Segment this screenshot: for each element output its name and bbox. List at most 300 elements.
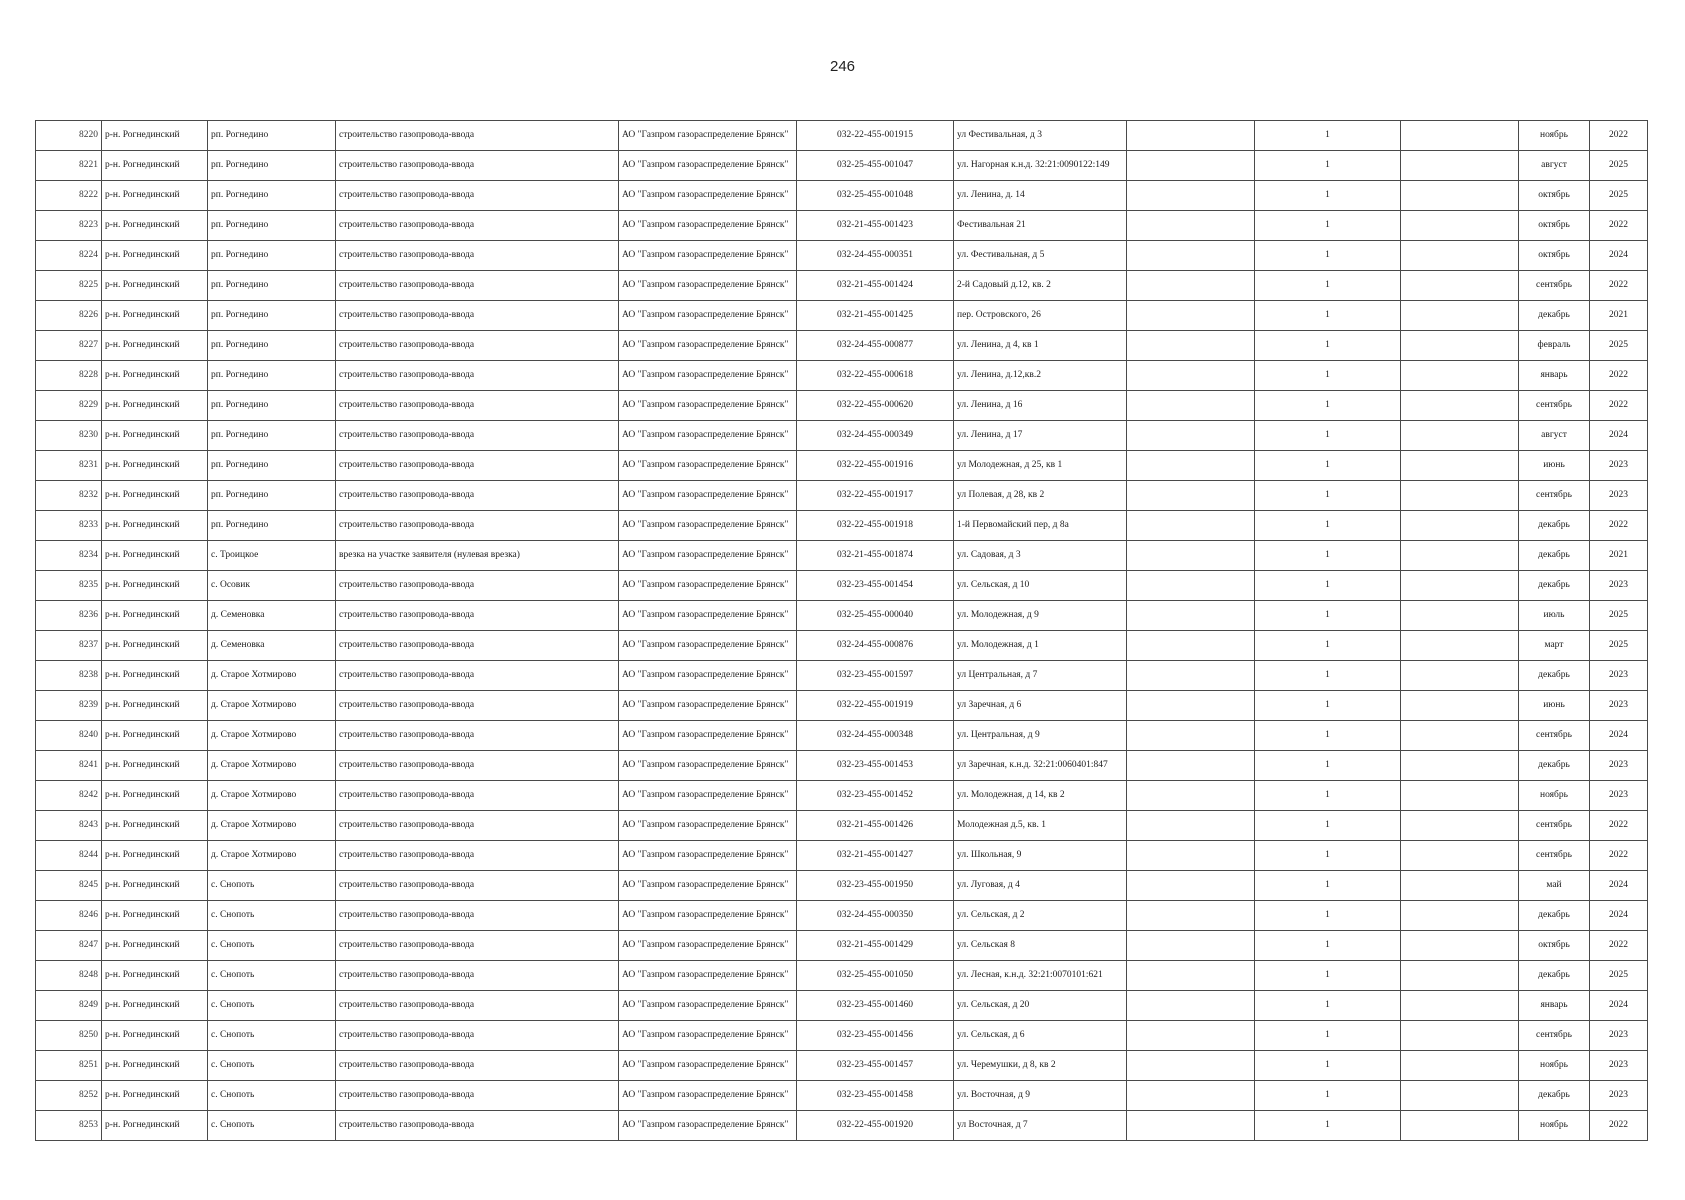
application-code-cell: 032-22-455-001916 <box>797 451 954 481</box>
locality-cell: рп. Рогнедино <box>208 331 336 361</box>
month-cell: ноябрь <box>1519 1111 1590 1141</box>
application-code-cell: 032-22-455-000620 <box>797 391 954 421</box>
application-code-cell: 032-25-455-001047 <box>797 151 954 181</box>
empty-cell <box>1401 451 1519 481</box>
work-type-cell: строительство газопровода-ввода <box>336 121 619 151</box>
table-row <box>36 331 1648 361</box>
locality-cell: с. Снопоть <box>208 1051 336 1081</box>
locality-cell: д. Семеновка <box>208 631 336 661</box>
locality-cell: д. Старое Хотмирово <box>208 691 336 721</box>
row-number-cell: 8234 <box>36 541 102 571</box>
address-cell: пер. Островского, 26 <box>954 301 1127 331</box>
count-cell: 1 <box>1255 631 1401 661</box>
organization-cell: АО "Газпром газораспределение Брянск" <box>619 121 797 151</box>
row-number-cell: 8223 <box>36 211 102 241</box>
address-cell: ул. Молодежная, д 9 <box>954 601 1127 631</box>
district-cell: р-н. Рогнединский <box>102 271 208 301</box>
locality-cell: рп. Рогнедино <box>208 301 336 331</box>
year-cell: 2024 <box>1590 901 1648 931</box>
organization-cell: АО "Газпром газораспределение Брянск" <box>619 781 797 811</box>
work-type-cell: строительство газопровода-ввода <box>336 211 619 241</box>
year-cell: 2025 <box>1590 631 1648 661</box>
district-cell: р-н. Рогнединский <box>102 331 208 361</box>
year-cell: 2024 <box>1590 721 1648 751</box>
organization-cell: АО "Газпром газораспределение Брянск" <box>619 991 797 1021</box>
year-cell: 2022 <box>1590 1111 1648 1141</box>
address-cell: ул. Фестивальная, д 5 <box>954 241 1127 271</box>
row-number-cell: 8235 <box>36 571 102 601</box>
empty-cell <box>1127 1051 1255 1081</box>
address-cell: Фестивальная 21 <box>954 211 1127 241</box>
district-cell: р-н. Рогнединский <box>102 241 208 271</box>
locality-cell: рп. Рогнедино <box>208 181 336 211</box>
empty-cell <box>1401 331 1519 361</box>
address-cell: ул. Молодежная, д 14, кв 2 <box>954 781 1127 811</box>
month-cell: август <box>1519 421 1590 451</box>
month-cell: ноябрь <box>1519 121 1590 151</box>
row-number-cell: 8221 <box>36 151 102 181</box>
month-cell: декабрь <box>1519 961 1590 991</box>
locality-cell: с. Снопоть <box>208 1081 336 1111</box>
address-cell: ул. Сельская, д 2 <box>954 901 1127 931</box>
application-code-cell: 032-21-455-001427 <box>797 841 954 871</box>
organization-cell: АО "Газпром газораспределение Брянск" <box>619 961 797 991</box>
count-cell: 1 <box>1255 601 1401 631</box>
organization-cell: АО "Газпром газораспределение Брянск" <box>619 181 797 211</box>
organization-cell: АО "Газпром газораспределение Брянск" <box>619 931 797 961</box>
work-type-cell: врезка на участке заявителя (нулевая врезка) <box>336 541 619 571</box>
application-code-cell: 032-23-455-001452 <box>797 781 954 811</box>
row-number-cell: 8228 <box>36 361 102 391</box>
address-cell: ул. Ленина, д.12,кв.2 <box>954 361 1127 391</box>
work-type-cell: строительство газопровода-ввода <box>336 1021 619 1051</box>
district-cell: р-н. Рогнединский <box>102 781 208 811</box>
month-cell: декабрь <box>1519 541 1590 571</box>
empty-cell <box>1401 931 1519 961</box>
organization-cell: АО "Газпром газораспределение Брянск" <box>619 541 797 571</box>
empty-cell <box>1127 631 1255 661</box>
district-cell: р-н. Рогнединский <box>102 211 208 241</box>
table-row <box>36 661 1648 691</box>
year-cell: 2025 <box>1590 331 1648 361</box>
row-number-cell: 8245 <box>36 871 102 901</box>
locality-cell: рп. Рогнедино <box>208 361 336 391</box>
table-row <box>36 121 1648 151</box>
empty-cell <box>1127 661 1255 691</box>
locality-cell: д. Старое Хотмирово <box>208 781 336 811</box>
row-number-cell: 8246 <box>36 901 102 931</box>
application-code-cell: 032-25-455-001050 <box>797 961 954 991</box>
count-cell: 1 <box>1255 811 1401 841</box>
table-row <box>36 301 1648 331</box>
empty-cell <box>1401 301 1519 331</box>
page-number: 246 <box>829 58 856 75</box>
empty-cell <box>1401 151 1519 181</box>
application-code-cell: 032-24-455-000876 <box>797 631 954 661</box>
empty-cell <box>1127 991 1255 1021</box>
district-cell: р-н. Рогнединский <box>102 901 208 931</box>
organization-cell: АО "Газпром газораспределение Брянск" <box>619 841 797 871</box>
empty-cell <box>1401 511 1519 541</box>
work-type-cell: строительство газопровода-ввода <box>336 271 619 301</box>
year-cell: 2022 <box>1590 361 1648 391</box>
district-cell: р-н. Рогнединский <box>102 931 208 961</box>
application-code-cell: 032-23-455-001460 <box>797 991 954 1021</box>
table-row <box>36 781 1648 811</box>
empty-cell <box>1401 541 1519 571</box>
empty-cell <box>1127 391 1255 421</box>
locality-cell: с. Снопоть <box>208 871 336 901</box>
address-cell: ул Молодежная, д 25, кв 1 <box>954 451 1127 481</box>
work-type-cell: строительство газопровода-ввода <box>336 691 619 721</box>
count-cell: 1 <box>1255 781 1401 811</box>
empty-cell <box>1401 181 1519 211</box>
row-number-cell: 8241 <box>36 751 102 781</box>
year-cell: 2021 <box>1590 541 1648 571</box>
locality-cell: с. Снопоть <box>208 1111 336 1141</box>
empty-cell <box>1127 271 1255 301</box>
month-cell: июнь <box>1519 451 1590 481</box>
organization-cell: АО "Газпром газораспределение Брянск" <box>619 361 797 391</box>
application-code-cell: 032-22-455-001915 <box>797 121 954 151</box>
address-cell: 2-й Садовый д.12, кв. 2 <box>954 271 1127 301</box>
month-cell: ноябрь <box>1519 781 1590 811</box>
count-cell: 1 <box>1255 721 1401 751</box>
district-cell: р-н. Рогнединский <box>102 1081 208 1111</box>
empty-cell <box>1401 271 1519 301</box>
district-cell: р-н. Рогнединский <box>102 1021 208 1051</box>
month-cell: сентябрь <box>1519 481 1590 511</box>
month-cell: ноябрь <box>1519 1051 1590 1081</box>
table-row <box>36 1021 1648 1051</box>
organization-cell: АО "Газпром газораспределение Брянск" <box>619 811 797 841</box>
row-number-cell: 8244 <box>36 841 102 871</box>
address-cell: ул Заречная, к.н.д. 32:21:0060401:847 <box>954 751 1127 781</box>
locality-cell: рп. Рогнедино <box>208 121 336 151</box>
row-number-cell: 8224 <box>36 241 102 271</box>
month-cell: сентябрь <box>1519 271 1590 301</box>
table-row <box>36 151 1648 181</box>
month-cell: сентябрь <box>1519 391 1590 421</box>
month-cell: март <box>1519 631 1590 661</box>
count-cell: 1 <box>1255 241 1401 271</box>
organization-cell: АО "Газпром газораспределение Брянск" <box>619 1111 797 1141</box>
empty-cell <box>1401 661 1519 691</box>
count-cell: 1 <box>1255 391 1401 421</box>
empty-cell <box>1127 571 1255 601</box>
month-cell: сентябрь <box>1519 721 1590 751</box>
count-cell: 1 <box>1255 931 1401 961</box>
work-type-cell: строительство газопровода-ввода <box>336 421 619 451</box>
empty-cell <box>1401 631 1519 661</box>
district-cell: р-н. Рогнединский <box>102 691 208 721</box>
work-type-cell: строительство газопровода-ввода <box>336 151 619 181</box>
application-code-cell: 032-21-455-001426 <box>797 811 954 841</box>
address-cell: ул. Ленина, д 4, кв 1 <box>954 331 1127 361</box>
table-row <box>36 1081 1648 1111</box>
year-cell: 2025 <box>1590 151 1648 181</box>
row-number-cell: 8233 <box>36 511 102 541</box>
address-cell: ул Фестивальная, д 3 <box>954 121 1127 151</box>
address-cell: ул. Сельская, д 6 <box>954 1021 1127 1051</box>
count-cell: 1 <box>1255 181 1401 211</box>
table-row <box>36 541 1648 571</box>
organization-cell: АО "Газпром газораспределение Брянск" <box>619 421 797 451</box>
empty-cell <box>1127 211 1255 241</box>
month-cell: декабрь <box>1519 1081 1590 1111</box>
work-type-cell: строительство газопровода-ввода <box>336 841 619 871</box>
application-code-cell: 032-21-455-001425 <box>797 301 954 331</box>
work-type-cell: строительство газопровода-ввода <box>336 511 619 541</box>
year-cell: 2023 <box>1590 1021 1648 1051</box>
table-row <box>36 961 1648 991</box>
organization-cell: АО "Газпром газораспределение Брянск" <box>619 241 797 271</box>
district-cell: р-н. Рогнединский <box>102 661 208 691</box>
organization-cell: АО "Газпром газораспределение Брянск" <box>619 901 797 931</box>
table-row <box>36 601 1648 631</box>
work-type-cell: строительство газопровода-ввода <box>336 991 619 1021</box>
organization-cell: АО "Газпром газораспределение Брянск" <box>619 631 797 661</box>
table-row <box>36 691 1648 721</box>
count-cell: 1 <box>1255 361 1401 391</box>
organization-cell: АО "Газпром газораспределение Брянск" <box>619 301 797 331</box>
month-cell: октябрь <box>1519 241 1590 271</box>
district-cell: р-н. Рогнединский <box>102 841 208 871</box>
address-cell: ул. Сельская, д 10 <box>954 571 1127 601</box>
empty-cell <box>1127 241 1255 271</box>
empty-cell <box>1127 871 1255 901</box>
district-cell: р-н. Рогнединский <box>102 631 208 661</box>
application-code-cell: 032-23-455-001453 <box>797 751 954 781</box>
address-cell: ул. Сельская 8 <box>954 931 1127 961</box>
application-code-cell: 032-24-455-000351 <box>797 241 954 271</box>
year-cell: 2022 <box>1590 931 1648 961</box>
month-cell: декабрь <box>1519 751 1590 781</box>
year-cell: 2023 <box>1590 571 1648 601</box>
empty-cell <box>1127 451 1255 481</box>
count-cell: 1 <box>1255 511 1401 541</box>
month-cell: июль <box>1519 601 1590 631</box>
count-cell: 1 <box>1255 1021 1401 1051</box>
empty-cell <box>1127 1081 1255 1111</box>
empty-cell <box>1127 541 1255 571</box>
empty-cell <box>1127 1111 1255 1141</box>
locality-cell: с. Снопоть <box>208 901 336 931</box>
count-cell: 1 <box>1255 121 1401 151</box>
empty-cell <box>1401 781 1519 811</box>
count-cell: 1 <box>1255 901 1401 931</box>
table-row <box>36 841 1648 871</box>
address-cell: ул. Ленина, д 16 <box>954 391 1127 421</box>
application-code-cell: 032-22-455-001919 <box>797 691 954 721</box>
work-type-cell: строительство газопровода-ввода <box>336 241 619 271</box>
locality-cell: рп. Рогнедино <box>208 391 336 421</box>
empty-cell <box>1127 721 1255 751</box>
organization-cell: АО "Газпром газораспределение Брянск" <box>619 451 797 481</box>
address-cell: ул. Лесная, к.н.д. 32:21:0070101:621 <box>954 961 1127 991</box>
organization-cell: АО "Газпром газораспределение Брянск" <box>619 871 797 901</box>
empty-cell <box>1401 391 1519 421</box>
row-number-cell: 8231 <box>36 451 102 481</box>
empty-cell <box>1401 691 1519 721</box>
empty-cell <box>1401 811 1519 841</box>
locality-cell: с. Снопоть <box>208 931 336 961</box>
year-cell: 2023 <box>1590 1081 1648 1111</box>
application-code-cell: 032-23-455-001456 <box>797 1021 954 1051</box>
work-type-cell: строительство газопровода-ввода <box>336 931 619 961</box>
empty-cell <box>1127 421 1255 451</box>
district-cell: р-н. Рогнединский <box>102 871 208 901</box>
empty-cell <box>1401 481 1519 511</box>
table-row <box>36 241 1648 271</box>
locality-cell: с. Осовик <box>208 571 336 601</box>
address-cell: 1-й Первомайский пер, д 8а <box>954 511 1127 541</box>
organization-cell: АО "Газпром газораспределение Брянск" <box>619 691 797 721</box>
table-row <box>36 631 1648 661</box>
application-code-cell: 032-21-455-001424 <box>797 271 954 301</box>
empty-cell <box>1401 571 1519 601</box>
work-type-cell: строительство газопровода-ввода <box>336 601 619 631</box>
work-type-cell: строительство газопровода-ввода <box>336 1081 619 1111</box>
locality-cell: д. Семеновка <box>208 601 336 631</box>
empty-cell <box>1401 721 1519 751</box>
locality-cell: с. Снопоть <box>208 961 336 991</box>
work-type-cell: строительство газопровода-ввода <box>336 631 619 661</box>
address-cell: ул. Садовая, д 3 <box>954 541 1127 571</box>
row-number-cell: 8253 <box>36 1111 102 1141</box>
table-row <box>36 991 1648 1021</box>
district-cell: р-н. Рогнединский <box>102 601 208 631</box>
organization-cell: АО "Газпром газораспределение Брянск" <box>619 1021 797 1051</box>
empty-cell <box>1127 751 1255 781</box>
row-number-cell: 8227 <box>36 331 102 361</box>
month-cell: июнь <box>1519 691 1590 721</box>
empty-cell <box>1127 511 1255 541</box>
work-type-cell: строительство газопровода-ввода <box>336 301 619 331</box>
row-number-cell: 8222 <box>36 181 102 211</box>
year-cell: 2022 <box>1590 511 1648 541</box>
application-code-cell: 032-21-455-001874 <box>797 541 954 571</box>
application-code-cell: 032-22-455-001920 <box>797 1111 954 1141</box>
row-number-cell: 8247 <box>36 931 102 961</box>
count-cell: 1 <box>1255 571 1401 601</box>
empty-cell <box>1401 751 1519 781</box>
work-type-cell: строительство газопровода-ввода <box>336 751 619 781</box>
address-cell: ул. Ленина, д. 14 <box>954 181 1127 211</box>
table-row <box>36 181 1648 211</box>
count-cell: 1 <box>1255 541 1401 571</box>
year-cell: 2025 <box>1590 601 1648 631</box>
organization-cell: АО "Газпром газораспределение Брянск" <box>619 331 797 361</box>
address-cell: ул. Школьная, 9 <box>954 841 1127 871</box>
month-cell: декабрь <box>1519 301 1590 331</box>
work-type-cell: строительство газопровода-ввода <box>336 1111 619 1141</box>
work-type-cell: строительство газопровода-ввода <box>336 871 619 901</box>
row-number-cell: 8249 <box>36 991 102 1021</box>
district-cell: р-н. Рогнединский <box>102 511 208 541</box>
count-cell: 1 <box>1255 1111 1401 1141</box>
count-cell: 1 <box>1255 841 1401 871</box>
year-cell: 2022 <box>1590 271 1648 301</box>
district-cell: р-н. Рогнединский <box>102 571 208 601</box>
table-row <box>36 1111 1648 1141</box>
locality-cell: с. Троицкое <box>208 541 336 571</box>
gas-connection-register-table <box>35 120 1648 1141</box>
month-cell: февраль <box>1519 331 1590 361</box>
district-cell: р-н. Рогнединский <box>102 391 208 421</box>
empty-cell <box>1127 961 1255 991</box>
application-code-cell: 032-24-455-000877 <box>797 331 954 361</box>
year-cell: 2023 <box>1590 781 1648 811</box>
work-type-cell: строительство газопровода-ввода <box>336 901 619 931</box>
empty-cell <box>1401 901 1519 931</box>
organization-cell: АО "Газпром газораспределение Брянск" <box>619 601 797 631</box>
row-number-cell: 8238 <box>36 661 102 691</box>
empty-cell <box>1401 1111 1519 1141</box>
year-cell: 2024 <box>1590 991 1648 1021</box>
empty-cell <box>1127 1021 1255 1051</box>
address-cell: ул. Луговая, д 4 <box>954 871 1127 901</box>
row-number-cell: 8229 <box>36 391 102 421</box>
work-type-cell: строительство газопровода-ввода <box>336 391 619 421</box>
work-type-cell: строительство газопровода-ввода <box>336 451 619 481</box>
empty-cell <box>1401 121 1519 151</box>
count-cell: 1 <box>1255 421 1401 451</box>
empty-cell <box>1401 1051 1519 1081</box>
count-cell: 1 <box>1255 961 1401 991</box>
year-cell: 2022 <box>1590 841 1648 871</box>
row-number-cell: 8250 <box>36 1021 102 1051</box>
locality-cell: рп. Рогнедино <box>208 451 336 481</box>
organization-cell: АО "Газпром газораспределение Брянск" <box>619 211 797 241</box>
month-cell: январь <box>1519 991 1590 1021</box>
application-code-cell: 032-24-455-000350 <box>797 901 954 931</box>
address-cell: ул. Сельская, д 20 <box>954 991 1127 1021</box>
empty-cell <box>1401 871 1519 901</box>
table-row <box>36 211 1648 241</box>
year-cell: 2025 <box>1590 961 1648 991</box>
empty-cell <box>1127 811 1255 841</box>
month-cell: октябрь <box>1519 181 1590 211</box>
year-cell: 2024 <box>1590 241 1648 271</box>
district-cell: р-н. Рогнединский <box>102 181 208 211</box>
month-cell: май <box>1519 871 1590 901</box>
month-cell: декабрь <box>1519 511 1590 541</box>
count-cell: 1 <box>1255 151 1401 181</box>
year-cell: 2023 <box>1590 691 1648 721</box>
locality-cell: д. Старое Хотмирово <box>208 661 336 691</box>
month-cell: август <box>1519 151 1590 181</box>
row-number-cell: 8239 <box>36 691 102 721</box>
table-row <box>36 421 1648 451</box>
year-cell: 2022 <box>1590 211 1648 241</box>
year-cell: 2024 <box>1590 421 1648 451</box>
year-cell: 2021 <box>1590 301 1648 331</box>
table-row <box>36 271 1648 301</box>
table-row <box>36 1051 1648 1081</box>
table-row <box>36 751 1648 781</box>
locality-cell: д. Старое Хотмирово <box>208 811 336 841</box>
empty-cell <box>1127 781 1255 811</box>
address-cell: ул Центральная, д 7 <box>954 661 1127 691</box>
organization-cell: АО "Газпром газораспределение Брянск" <box>619 271 797 301</box>
organization-cell: АО "Газпром газораспределение Брянск" <box>619 511 797 541</box>
count-cell: 1 <box>1255 871 1401 901</box>
work-type-cell: строительство газопровода-ввода <box>336 331 619 361</box>
row-number-cell: 8243 <box>36 811 102 841</box>
application-code-cell: 032-22-455-001917 <box>797 481 954 511</box>
year-cell: 2023 <box>1590 751 1648 781</box>
